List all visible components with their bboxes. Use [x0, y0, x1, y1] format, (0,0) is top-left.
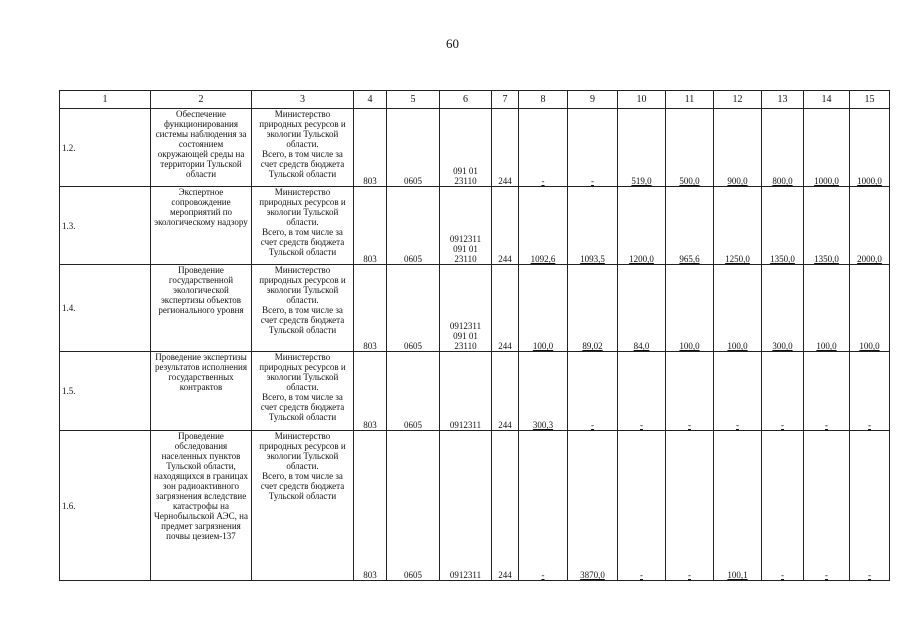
expense-type-code: 244	[492, 431, 519, 581]
code-line: 0912311	[449, 570, 482, 580]
measure-name: Обеспечение функционирования системы наблюдения за состоянием окружающей среды на территории Тульской области	[151, 109, 252, 187]
value-cell: 519,0	[618, 109, 666, 187]
target-article-code	[440, 109, 492, 187]
header-cell: 5	[387, 91, 440, 109]
grbs-code: 803	[354, 109, 387, 187]
table-row	[60, 431, 890, 581]
header-cell: 8	[519, 91, 568, 109]
value-cell: -	[519, 431, 568, 581]
value-cell: 1000,0	[804, 109, 850, 187]
target-article-code	[440, 265, 492, 352]
code-line: 23110	[454, 341, 477, 351]
code-line: 0912311	[449, 234, 482, 244]
executor-cell	[252, 187, 354, 265]
grbs-code: 803	[354, 265, 387, 352]
grbs-code: 803	[354, 352, 387, 431]
value-cell: 1093,5	[568, 187, 618, 265]
header-row	[60, 91, 890, 109]
row-number: 1.4.	[60, 265, 151, 352]
executor-line: Всего, в том числе за счет средств бюджета Тульской области	[260, 227, 345, 257]
value-cell: -	[804, 431, 850, 581]
target-article-code	[440, 352, 492, 431]
value-cell: -	[714, 352, 762, 431]
code-line: 23110	[454, 176, 477, 186]
code-line: 0912311	[449, 321, 482, 331]
value-cell: 2000,0	[850, 187, 890, 265]
expense-type-code: 244	[492, 187, 519, 265]
value-cell: 300,0	[762, 265, 804, 352]
value-cell: 100,0	[804, 265, 850, 352]
value-cell: 1350,0	[762, 187, 804, 265]
executor-line: Всего, в том числе за счет средств бюджета Тульской области	[260, 149, 345, 179]
executor-line: Министерство природных ресурсов и экологии Тульской области.	[259, 265, 346, 305]
value-cell: 800,0	[762, 109, 804, 187]
executor-line: Всего, в том числе за счет средств бюджета Тульской области	[260, 305, 345, 335]
value-cell: 1200,0	[618, 187, 666, 265]
value-cell: 500,0	[666, 109, 714, 187]
value-cell: 100,0	[666, 265, 714, 352]
code-line: 091 01	[453, 244, 478, 254]
value-cell: -	[519, 109, 568, 187]
value-cell: -	[666, 352, 714, 431]
target-article-code	[440, 187, 492, 265]
value-cell: -	[850, 431, 890, 581]
executor-line: Всего, в том числе за счет средств бюджета Тульской области	[260, 392, 345, 422]
budget-table	[59, 90, 890, 581]
code-line: 091 01	[453, 166, 478, 176]
expense-type-code: 244	[492, 109, 519, 187]
value-cell: 965,6	[666, 187, 714, 265]
measure-name: Проведение государственной экологической экспертизы объектов регионального уровня	[151, 265, 252, 352]
table-row	[60, 352, 890, 431]
row-number: 1.3.	[60, 187, 151, 265]
header-cell: 4	[354, 91, 387, 109]
value-cell: -	[618, 431, 666, 581]
header-cell: 1	[60, 91, 151, 109]
value-cell: 1092,6	[519, 187, 568, 265]
value-cell: -	[762, 431, 804, 581]
value-cell: -	[762, 352, 804, 431]
section-code: 0605	[387, 109, 440, 187]
value-cell: 100,0	[714, 265, 762, 352]
header-cell: 2	[151, 91, 252, 109]
page-number: 60	[446, 36, 459, 51]
expense-type-code: 244	[492, 265, 519, 352]
executor-cell	[252, 265, 354, 352]
code-line: 091 01	[453, 331, 478, 341]
executor-line: Министерство природных ресурсов и экологии Тульской области.	[259, 109, 346, 149]
header-cell: 10	[618, 91, 666, 109]
value-cell: -	[568, 352, 618, 431]
measure-name: Проведение экспертизы результатов исполнения государственных контрактов	[151, 352, 252, 431]
header-cell: 12	[714, 91, 762, 109]
value-cell: 100,0	[850, 265, 890, 352]
value-cell: 900,0	[714, 109, 762, 187]
section-code: 0605	[387, 431, 440, 581]
table-row	[60, 265, 890, 352]
header-cell: 9	[568, 91, 618, 109]
target-article-code	[440, 431, 492, 581]
header-cell: 14	[804, 91, 850, 109]
section-code: 0605	[387, 187, 440, 265]
value-cell: 1000,0	[850, 109, 890, 187]
value-cell: -	[804, 352, 850, 431]
section-code: 0605	[387, 352, 440, 431]
executor-cell	[252, 431, 354, 581]
section-code: 0605	[387, 265, 440, 352]
executor-line: Всего, в том числе за счет средств бюджета Тульской области	[260, 471, 345, 501]
executor-cell	[252, 109, 354, 187]
value-cell: 100,1	[714, 431, 762, 581]
value-cell: 1250,0	[714, 187, 762, 265]
code-line: 0912311	[449, 420, 482, 430]
value-cell: 3870,0	[568, 431, 618, 581]
header-cell: 7	[492, 91, 519, 109]
header-cell: 6	[440, 91, 492, 109]
measure-name: Экспертное сопровождение мероприятий по экологическому надзору	[151, 187, 252, 265]
header-cell: 13	[762, 91, 804, 109]
value-cell: 300,3	[519, 352, 568, 431]
executor-line: Министерство природных ресурсов и экологии Тульской области.	[259, 352, 346, 392]
value-cell: -	[568, 109, 618, 187]
code-line: 23110	[454, 254, 477, 264]
header-cell: 3	[252, 91, 354, 109]
table-row	[60, 109, 890, 187]
expense-type-code: 244	[492, 352, 519, 431]
value-cell: 84,0	[618, 265, 666, 352]
value-cell: -	[850, 352, 890, 431]
row-number: 1.2.	[60, 109, 151, 187]
value-cell: 89,02	[568, 265, 618, 352]
executor-line: Министерство природных ресурсов и экологии Тульской области.	[259, 187, 346, 227]
value-cell: -	[618, 352, 666, 431]
measure-name: Проведение обследования населенных пунктов Тульской области, находящихся в границах зон радиоактивного загрязнения вследствие катастрофы на Чернобыльской АЭС, на предмет загрязнения почвы цезием-137	[151, 431, 252, 581]
grbs-code: 803	[354, 187, 387, 265]
grbs-code: 803	[354, 431, 387, 581]
value-cell: 100,0	[519, 265, 568, 352]
value-cell: 1350,0	[804, 187, 850, 265]
value-cell: -	[666, 431, 714, 581]
executor-cell	[252, 352, 354, 431]
row-number: 1.6.	[60, 431, 151, 581]
header-cell: 15	[850, 91, 890, 109]
executor-line: Министерство природных ресурсов и экологии Тульской области.	[259, 431, 346, 471]
table-row	[60, 187, 890, 265]
row-number: 1.5.	[60, 352, 151, 431]
header-cell: 11	[666, 91, 714, 109]
